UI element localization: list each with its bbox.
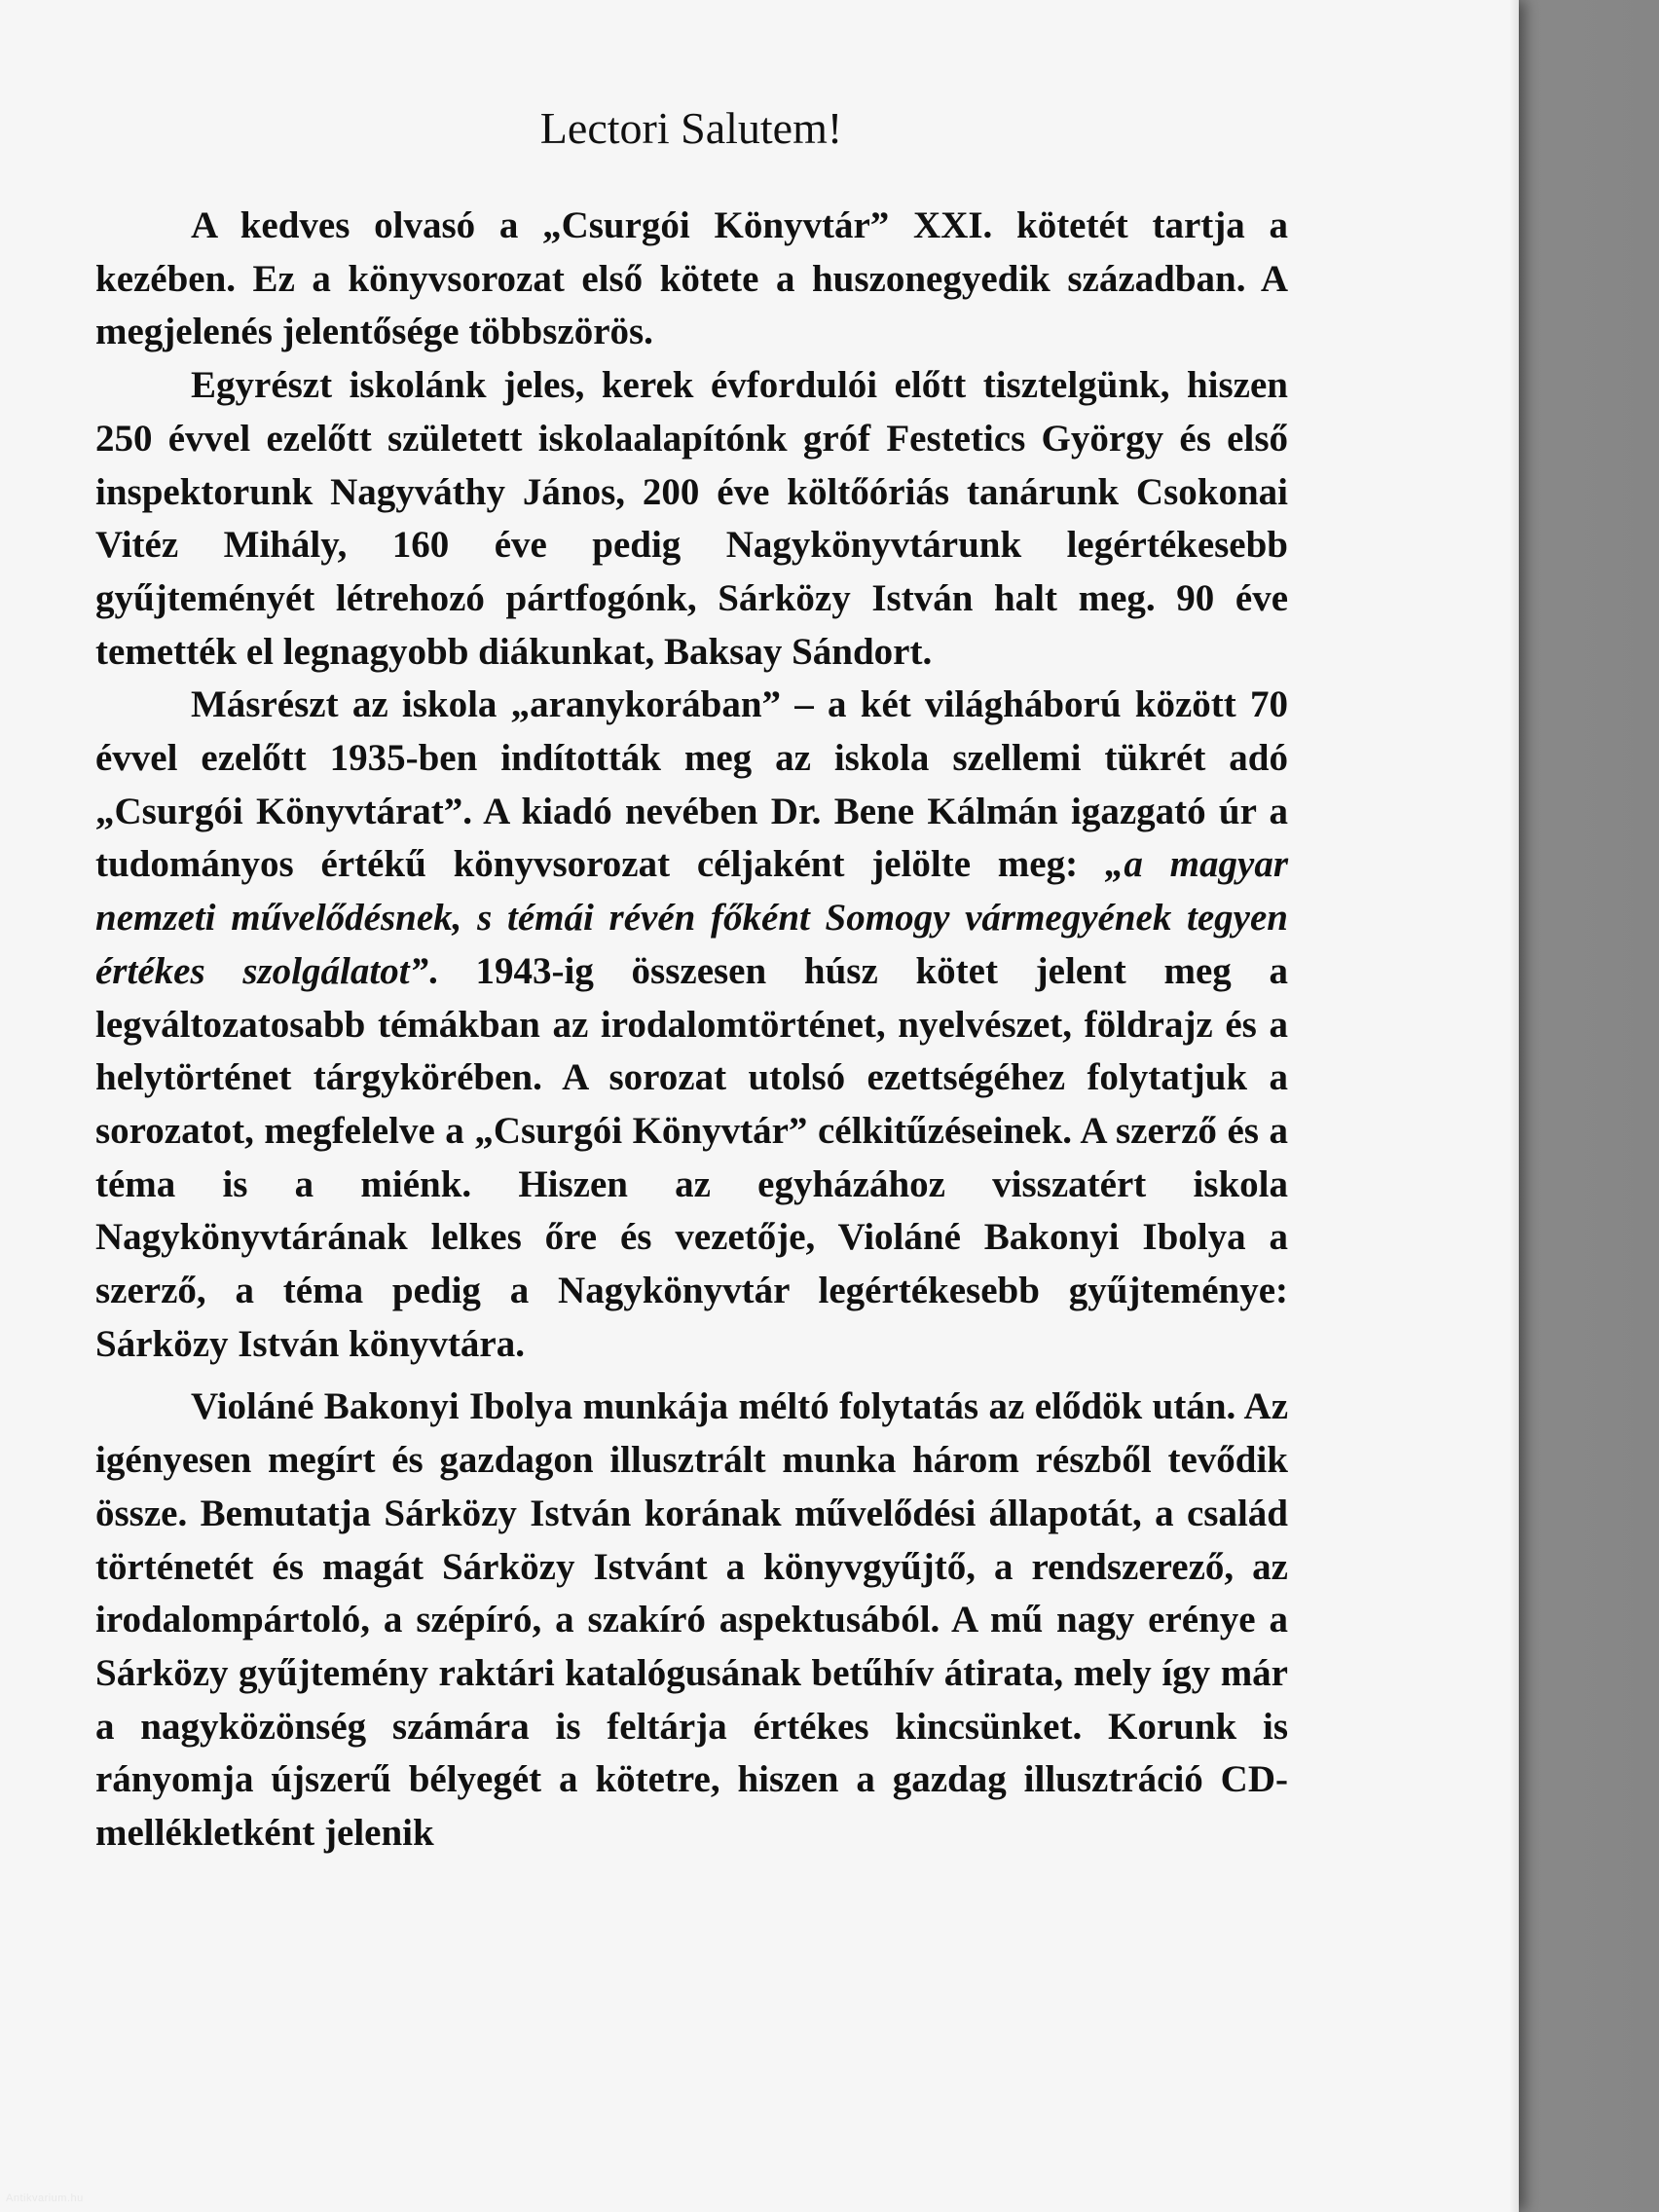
paragraph-4: Violáné Bakonyi Ibolya munkája méltó folytatás az elődök után. Az igényesen megírt és gazdagon illusztrált munka három részből tevődik össze. Bemutatja Sárközy István korának művelődési állapotát, a család történetét és magát Sárközy Istvánt a könyvgyűjtő, a rendszerező, az irodalompártoló, a szépíró, a szakíró aspektusából. A mű nagy erénye a Sárközy gyűjtemény raktári katalógusának betűhív átirata, mely így már a nagyközönség számára is feltárja értékes kincsünket. Korunk is rányomja újszerű bélyegét a kötetre, hiszen a gazdag illusztráció CD-mellékletként jelenik [95,1385,1288,1855]
paragraph-2: Egyrészt iskolánk jeles, kerek évfordulói előtt tisztelgünk, hiszen 250 évvel ezelőtt született iskolaalapítónk gróf Festetics György és első inspektorunk Nagyváthy János, 200 éve költőóriás tanárunk Csokonai Vitéz Mihály, 160 éve pedig Nagykönyvtárunk legértékesebb gyűjteményét létrehozó pártfogónk, Sárközy István halt meg. 90 éve temették el legnagyobb diákunkat, Baksay Sándort. [95,364,1288,673]
paragraph-1: A kedves olvasó a „Csurgói Könyvtár” XXI. kötetét tartja a kezében. Ez a könyvsorozat első kötete a huszonegyedik században. A megjelenés jelentősége többszörös. [95,204,1288,353]
paragraph-3 [95,679,1288,1371]
paragraph-3-quote: „a magyar nemzeti művelődésnek, s témái révén főként Somogy vármegyének tegyen értékes szolgálatot” [95,843,1289,992]
page-heading: Lectori Salutem! [539,103,843,153]
body-text [95,200,1288,1861]
paragraph-3-rest: . 1943-ig összesen húsz kötet jelent meg a legváltozatosabb témákban az irodalomtörténet, nyelvészet, földrajz és a helytörténet tárgykörében. A sorozat utolsó ezettségéhez folytatjuk a sorozatot, megfelelve a „Csurgói Könyvtár” célkitűzéseinek. A szerző és a téma is a miénk. Hiszen az egyházához visszatért iskola Nagykönyvtárának lelkes őre és vezetője, Violáné Bakonyi Ibolya a szerző, a téma pedig a Nagykönyvtár legértékesebb gyűjteménye: Sárközy István könyvtára. [95,949,1288,1365]
watermark: Antikvarium.hu [6,2193,84,2204]
paragraph-3-intro: Másrészt az iskola „aranykorában” – a két világháború között 70 évvel ezelőtt 1935-ben indították meg az iskola szellemi tükrét adó „Csurgói Könyvtárat”. A kiadó nevében Dr. Bene Kálmán igazgató úr a tudományos értékű könyvsorozat céljaként jelölte meg: [95,683,1288,886]
